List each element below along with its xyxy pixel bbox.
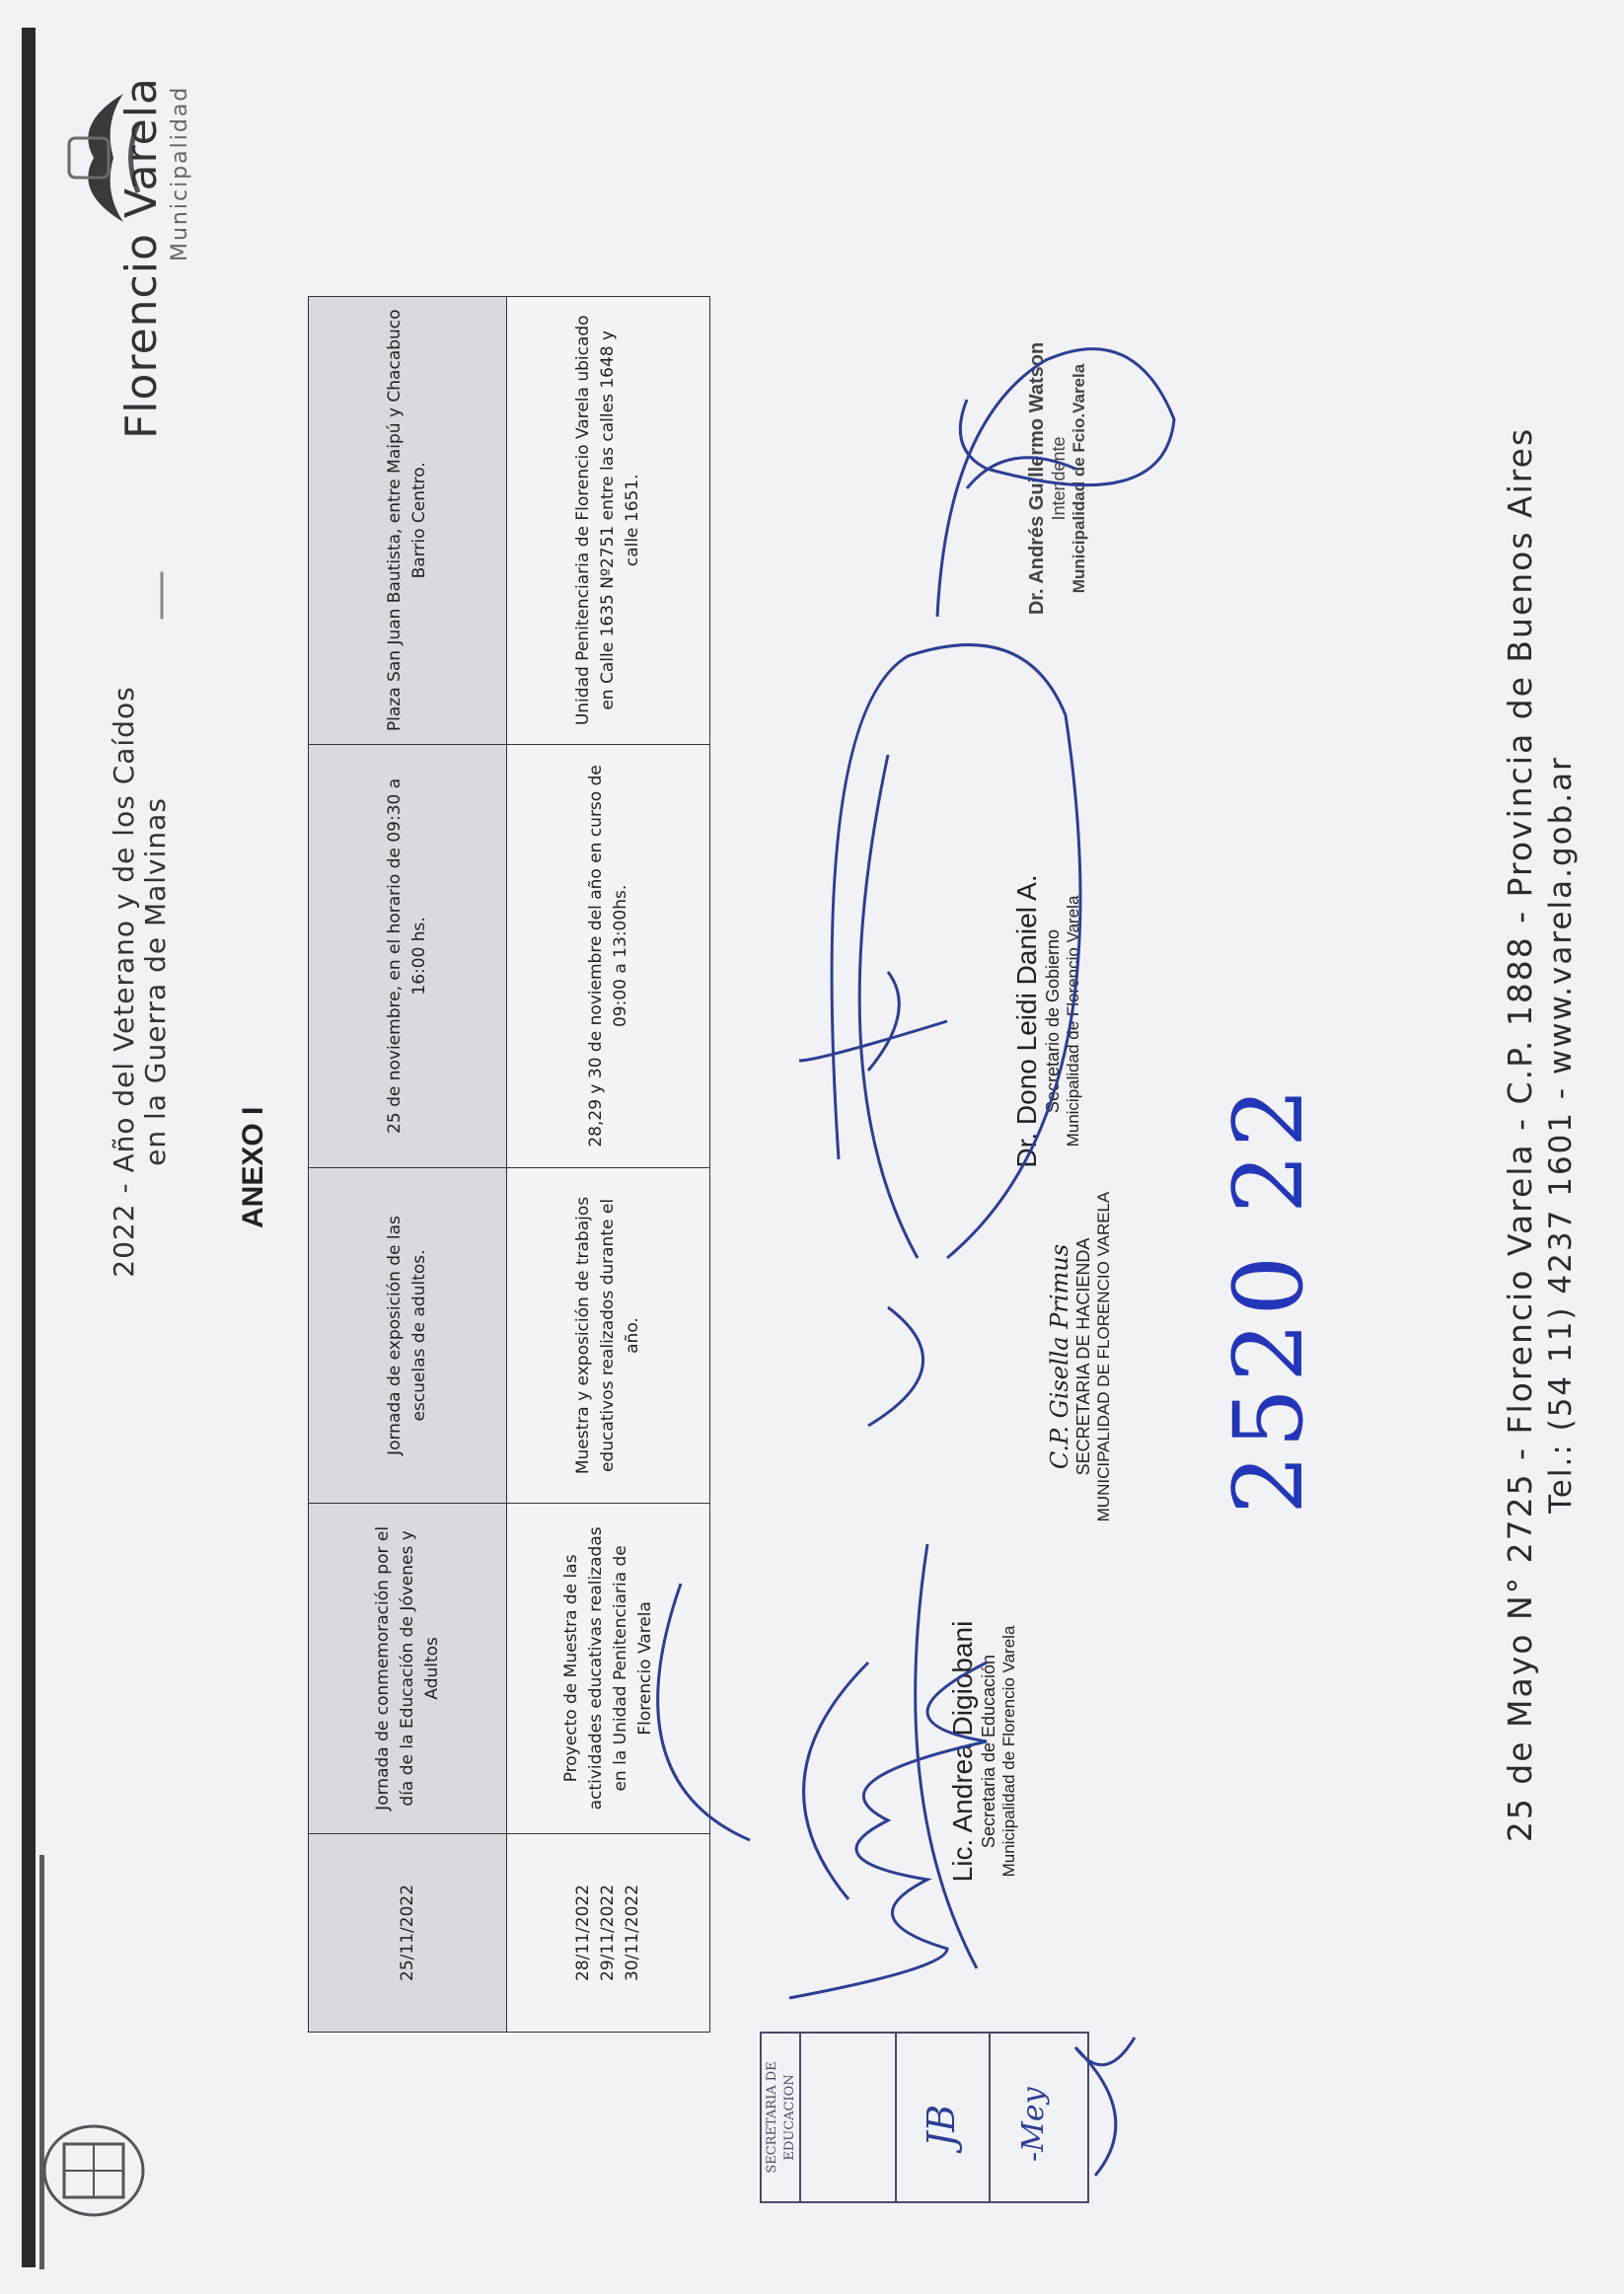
cell-name: Jornada de conmemoración por el día de la Educación de Jóvenes y Adultos xyxy=(309,1503,507,1833)
receipt-stamp xyxy=(760,2032,1089,2203)
signatory-org: Municipalidad de Florencio Varela xyxy=(1064,895,1082,1147)
footer-contact: Tel.: (54 11) 4237 1601 - www.varela.gob.ar xyxy=(1543,756,1579,1514)
signatory-role: Intendente xyxy=(1049,436,1069,521)
table-row xyxy=(507,297,710,2033)
stamp-initials: JB xyxy=(920,2104,963,2147)
signatory-name: Lic. Andrea Digiobani xyxy=(947,1620,978,1883)
signatory-org: Municipalidad de Fcio.Varela xyxy=(1070,363,1088,594)
annex-table xyxy=(308,296,710,2033)
cell-date: 25/11/2022 xyxy=(309,1833,507,2032)
header-divider xyxy=(161,572,164,620)
stamp-row xyxy=(895,2034,991,2201)
signatory-role: Secretaria de Educación xyxy=(979,1654,998,1849)
signature-education xyxy=(947,1544,1019,1959)
decree-number: 2520 22 xyxy=(1214,1081,1324,1515)
stamp-row xyxy=(989,2034,1082,2201)
year-motto xyxy=(109,577,172,1386)
footer xyxy=(1500,321,1581,1949)
signatory-role: Secretario de Gobierno xyxy=(1043,928,1063,1114)
signatory-name: Dr. Andrés Guillermo Watson xyxy=(1026,341,1048,616)
stamp-note: -Mey xyxy=(1016,2087,1051,2162)
coat-of-arms-icon xyxy=(39,2116,148,2225)
logo-subtitle: Municipalidad xyxy=(168,85,192,261)
cell-place: Plaza San Juan Bautista, entre Maipú y Chacabuco Barrio Centro. xyxy=(309,297,507,745)
table-row xyxy=(309,297,507,2033)
signatory-org: MUNICIPALIDAD DE FLORENCIO VARELA xyxy=(1094,1191,1113,1522)
signature-government xyxy=(1011,794,1083,1248)
signatory-org: Municipalidad de Florencio Varela xyxy=(999,1625,1018,1878)
signatory-name: C.P. Gisella Primus xyxy=(1046,1243,1073,1470)
logo-name: Florencio Varela xyxy=(116,77,167,439)
motto-line-1: 2022 - Año del Veterano y de los Caídos xyxy=(108,686,140,1278)
signature-mayor xyxy=(1026,261,1089,696)
cell-description: Muestra y exposición de trabajos educativos realizados durante el año. xyxy=(507,1168,710,1504)
cell-schedule: 28,29 y 30 de noviembre del año en curso de 09:00 a 13:00hs. xyxy=(507,744,710,1168)
cell-name: Proyecto de Muestra de las actividades educativas realizadas en la Unidad Penitenciaria de Florencio Varela xyxy=(507,1503,710,1833)
stamp-row xyxy=(801,2034,897,2201)
signatory-name: Dr. Dono Leidi Daniel A. xyxy=(1011,874,1042,1168)
cell-date: 28/11/2022 29/11/2022 30/11/2022 xyxy=(507,1833,710,2032)
stamp-header: SECRETARIA DE EDUCACION xyxy=(762,2034,801,2201)
signatory-role: SECRETARIA DE HACIENDA xyxy=(1073,1237,1093,1476)
cell-place: Unidad Penitenciaria de Florencio Varela ubicado en Calle 1635 Nº2751 entre las calles 1648 y calle 1651. xyxy=(507,297,710,745)
cell-schedule: 25 de noviembre, en el horario de 09:30 a 16:00 hs. xyxy=(309,744,507,1168)
annex-title: ANEXO I xyxy=(237,1106,269,1228)
motto-line-2: en la Guerra de Malvinas xyxy=(139,797,172,1166)
footer-address: 25 de Mayo N° 2725 - Florencio Varela - C.P. 1888 - Provincia de Buenos Aires xyxy=(1501,426,1539,1843)
cell-description: Jornada de exposición de las escuelas de adultos. xyxy=(309,1168,507,1504)
